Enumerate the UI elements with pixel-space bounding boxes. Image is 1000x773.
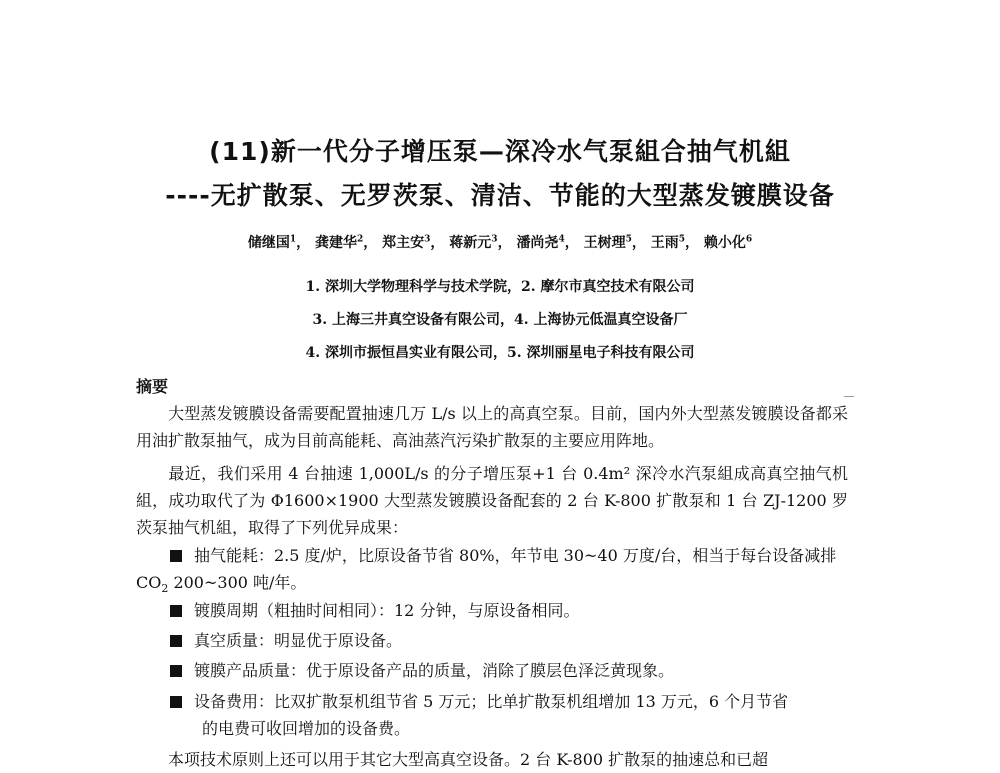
author: 王树理$^5$: [583, 234, 632, 251]
square-bullet-icon: [170, 665, 182, 677]
abstract-heading: 摘要: [136, 377, 169, 396]
affiliation-line: 4. 深圳市振恒昌实业有限公司，5. 深圳丽星电子科技有限公司: [305, 345, 695, 361]
bullet-item: 设备费用：比双扩散泵机组节省 5 万元；比单扩散泵机组增加 13 万元，6 个月节省 的电费可收回增加的设备费。: [136, 688, 848, 742]
affiliation-line: 1. 深圳大学物理科学与技术学院，2. 摩尔市真空技术有限公司: [305, 279, 695, 295]
paragraph: 大型蒸发镀膜设备需要配置抽速几万 L/s 以上的高真空泵。目前，国内外大型蒸发镀膜设备都采用油扩散泵抽气，成为目前高能耗、高油蒸汽污染扩散泵的主要应用阵地。: [136, 404, 848, 450]
author: 潘尚尧$^4$: [516, 234, 565, 251]
author: 王雨$^5$: [650, 234, 685, 251]
title-line-1: (11)新一代分子增压泵—深冷水气泵組合抽气机組: [209, 137, 791, 166]
author: 郑主安$^3$: [382, 234, 431, 251]
affiliation-line: 3. 上海三井真空设备有限公司，4. 上海协元低温真空设备厂: [312, 312, 688, 328]
bullet-item: 真空质量：明显优于原设备。: [136, 627, 848, 654]
author: 蒋新元$^3$: [449, 234, 498, 251]
bullet-item: 镀膜周期（粗抽时间相同）：12 分钟，与原设备相同。: [136, 597, 848, 624]
divider: [844, 396, 854, 397]
author-list: 储继国$^1$， 龚建华$^2$， 郑主安$^3$， 蒋新元$^3$， 潘尚尧$^4$， 王树理$^5$， 王雨$^5$， 赖小化$^6$: [247, 234, 753, 251]
paragraph: 本项技术原则上还可以用于其它大型高真空设备。2 台 K-800 扩散泵的抽速总和已超: [168, 750, 769, 769]
author: 龚建华$^2$: [315, 234, 364, 251]
paragraph: 最近，我们采用 4 台抽速 1,000L/s 的分子增压泵+1 台 0.4m² 深冷水汽泵組成高真空抽气机組，成功取代了为 Φ1600×1900 大型蒸发镀膜设备配套的 2 台 K-800 扩散泵和 1 台 ZJ-1200 罗茨泵抽气机組，取得了下列优异成果：: [136, 464, 848, 537]
square-bullet-icon: [170, 696, 182, 708]
bullet-item: 抽气能耗：2.5 度/炉，比原设备节省 80%，年节电 30~40 万度/台，相当于每台设备减排 $CO_2$ 200~300 吨/年。: [136, 546, 837, 596]
author: 赖小化$^6$: [703, 234, 753, 251]
square-bullet-icon: [170, 635, 182, 647]
bullet-item: 镀膜产品质量：优于原设备产品的质量，消除了膜层色泽泛黄现象。: [136, 657, 848, 684]
square-bullet-icon: [170, 605, 182, 617]
square-bullet-icon: [170, 550, 182, 562]
author: 储继国$^1$: [247, 234, 297, 251]
title-line-2: ----无扩散泵、无罗茨泵、清洁、节能的大型蒸发镀膜设备: [165, 181, 835, 210]
